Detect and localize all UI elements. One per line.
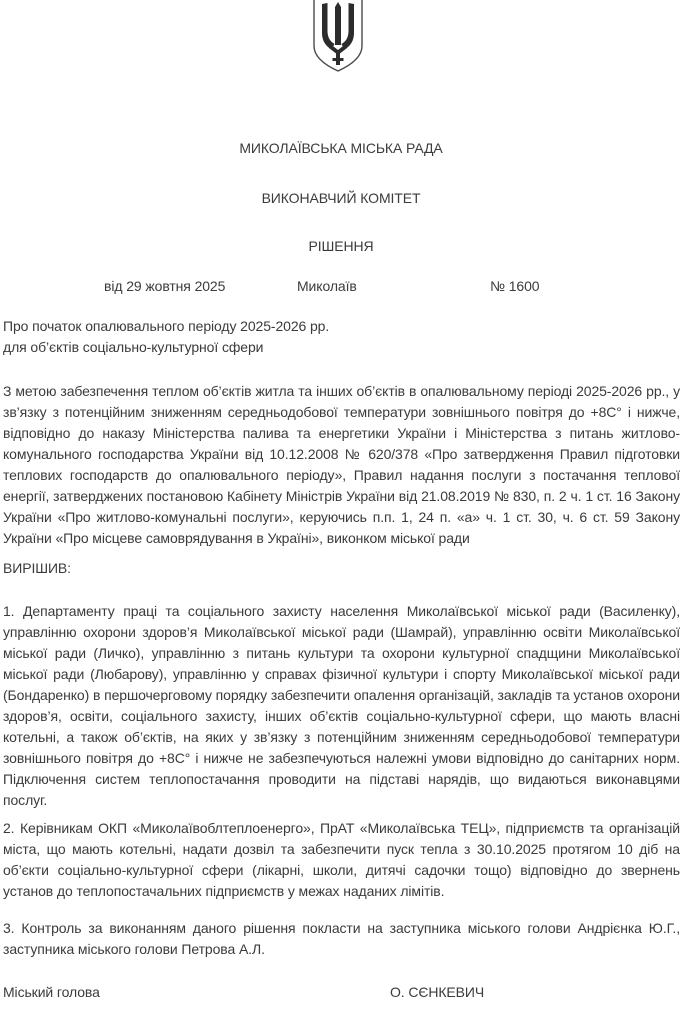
signature-title: Міський голова (3, 984, 100, 1000)
resolution-item-1: 1. Департаменту праці та соціального захисту населення Миколаївської міської ради (Василенку), управлінню охорони здоров’я Миколаївської міської ради (Шамрай), управлінню освіти Миколаївської міської ради (Личко), управлінню з питань культури та охорони культурної спадщини Миколаївської міської ради (Любарову), управлінню у справах фізичної культури і спорту Миколаївської міської ради (Бондаренко) в першочерговому порядку забезпечити опалення організацій, закладів та установ охорони здоров’я, освіти, соціального захисту, інших об’єктів соціально-культурної сфери, що мають власні котельні, а також об’єктів, на яких у зв’язку з потенційним зниженням середньодобової температури зовнішнього повітря до +8С° і нижче не забезпечуються належні умови відповідно до санітарних норм. Підключення систем теплопостачання проводити на підставі нарядів, що видаються виконавцями послуг. (3, 603, 680, 808)
resolution-item-3: 3. Контроль за виконанням даного рішення покласти на заступника міського голови Андрієнка Ю.Г., заступника міського голови Петрова А.Л. (3, 920, 680, 957)
signature-name: О. СЄНКЕВИЧ (390, 984, 485, 1000)
ukraine-trident-icon (311, 0, 365, 74)
resolved-heading: ВИРІШИВ: (3, 560, 71, 576)
document-subject (3, 316, 503, 358)
preamble-paragraph: З метою забезпечення теплом об’єктів житла та інших об’єктів в опалювальному періоді 2025-2026 рр., у зв’язку з потенційним зниженням середньодобової температури зовнішнього повітря до +8С° і нижче, відповідно до наказу Міністерства палива та енергетики України і Міністерства з питань житлово-комунального господарства України від 10.12.2008 № 620/378 «Про затвердження Правил підготовки теплових господарств до опалювального періоду», Правил надання послуги з постачання теплової енергії, затверджених постановою Кабінету Міністрів України від 21.08.2019 № 830, п. 2 ч. 1 ст. 16 Закону України «Про житлово-комунальні послуги», керуючись п.п. 1, 24 п. «а» ч. 1 ст. 30, ч. 6 ст. 59 Закону України «Про місцеве самоврядування в Україні», виконком міської ради (3, 383, 680, 546)
document-date: від 29 жовтня 2025 (104, 278, 226, 294)
resolution-item-2: 2. Керівникам ОКП «Миколаївоблтеплоенерго», ПрАТ «Миколаївська ТЕЦ», підприємств та організацій міста, що мають котельні, надати дозвіл та забезпечити пуск тепла з 30.10.2025 протягом 10 діб на об’єкти соціально-культурної сфери (лікарні, школи, дитячі садочки тощо) відповідно до звернень установ до теплопостачальних підприємств у межах наданих лімітів. (3, 820, 680, 899)
subject-line-2: для об’єктів соціально-культурної сфери (3, 339, 264, 355)
organization-name: МИКОЛАЇВСЬКА МІСЬКА РАДА (239, 140, 443, 156)
subject-line-1: Про початок опалювального періоду 2025-2026 рр. (3, 318, 330, 334)
committee-name: ВИКОНАВЧИЙ КОМІТЕТ (261, 190, 421, 206)
document-number: № 1600 (490, 278, 540, 294)
signature-line (0, 982, 682, 1003)
document-city: Миколаїв (297, 278, 357, 294)
document-type-heading: РІШЕННЯ (308, 238, 374, 254)
document-meta-line (0, 276, 682, 297)
